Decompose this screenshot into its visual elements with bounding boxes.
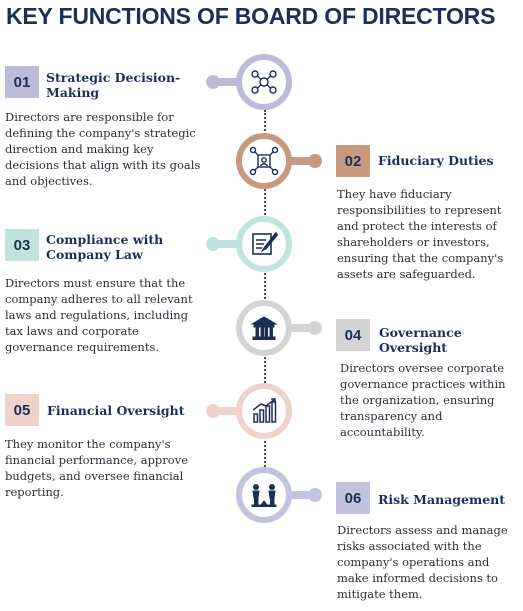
node-02 — [236, 133, 292, 189]
badge-03: 03 — [5, 229, 39, 261]
node-04 — [236, 300, 292, 356]
node-06 — [236, 467, 292, 523]
heading-strategic-decision-making: Strategic Decision-Making — [46, 70, 181, 100]
badge-02: 02 — [336, 145, 370, 177]
description-fiduciary-duties: They have fiduciary responsibilities to represent and protect the interests of shareholders or investors, ensuring that the company's assets are safeguarded. — [337, 187, 504, 281]
badge-01: 01 — [5, 66, 39, 98]
heading-compliance-with-company-law: Compliance with Company Law — [46, 232, 164, 262]
node-03 — [236, 216, 292, 272]
shareholder-network-icon — [249, 146, 279, 176]
balance-scale-icon — [249, 480, 279, 510]
institution-building-icon — [249, 313, 279, 343]
badge-04: 04 — [336, 319, 370, 351]
document-signing-icon — [249, 229, 279, 259]
description-governance-oversight: Directors oversee corporate governance practices within the organization, ensuring transparency and accountability. — [340, 361, 506, 439]
description-risk-management: Directors assess and manage risks associated with the company's operations and make informed decisions to mitigate them. — [337, 523, 508, 601]
heading-governance-oversight: Governance Oversight — [379, 325, 462, 355]
description-financial-oversight: They monitor the company's financial performance, approve budgets, and oversee financial reporting. — [5, 437, 189, 499]
heading-financial-oversight: Financial Oversight — [47, 403, 185, 418]
badge-05: 05 — [5, 394, 39, 426]
node-05 — [236, 383, 292, 439]
node-01 — [236, 54, 292, 110]
page-title: KEY FUNCTIONS OF BOARD OF DIRECTORS — [6, 3, 496, 29]
heading-risk-management: Risk Management — [378, 492, 506, 507]
heading-fiduciary-duties: Fiduciary Duties — [378, 153, 494, 168]
growth-chart-icon — [249, 396, 279, 426]
network-people-icon — [249, 67, 279, 97]
description-strategic-decision-making: Directors are responsible for defining the company's strategic direction and making key decisions that align with its goals and objectives. — [5, 110, 201, 188]
badge-06: 06 — [336, 482, 370, 514]
description-compliance-with-company-law: Directors must ensure that the company adheres to all relevant laws and regulations, including tax laws and corporate governance requirements. — [5, 276, 193, 354]
